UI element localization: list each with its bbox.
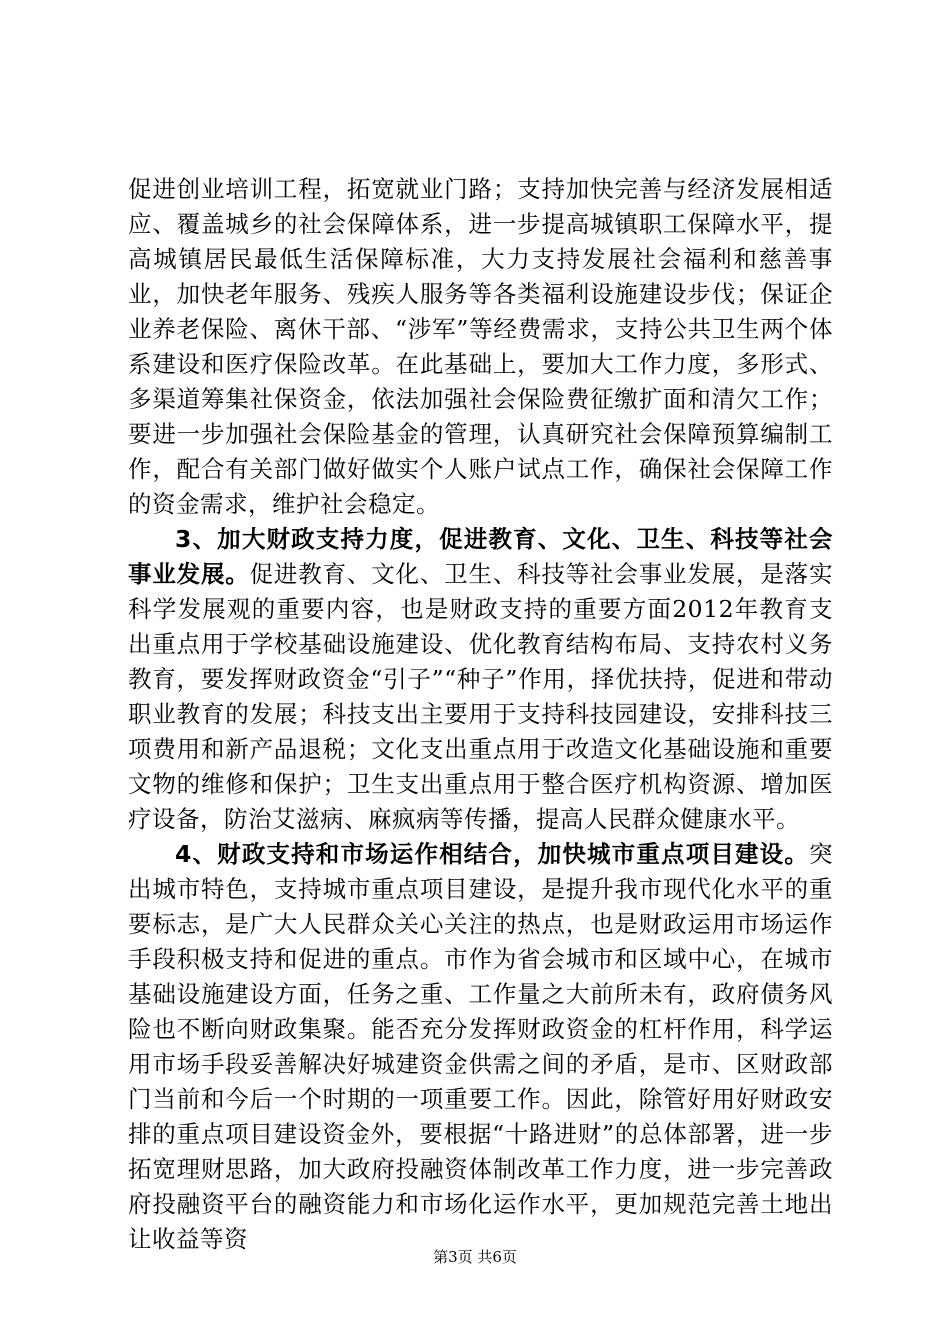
page-footer [0, 1247, 950, 1267]
paragraph-body: 促进教育、文化、卫生、科技等社会事业发展，是落实科学发展观的重要内容，也是财政支持的重要方面2012年教育支出重点用于学校基础设施建设、优化教育结构布局、支持农村义务教育，要发挥财政资金“引子”“种子”作用，择优扶持，促进和带动职业教育的发展；科技支出主要用于支持科技园建设，安排科技三项费用和新产品退税；文化支出重点用于改造文化基础设施和重要文物的维修和保护；卫生支出重点用于整合医疗机构资源、增加医疗设备，防治艾滋病、麻疯病等传播，提高人民群众健康水平。 [128, 560, 834, 833]
paragraph-body: 促进创业培训工程，拓宽就业门路；支持加快完善与经济发展相适应、覆盖城乡的社会保障体系，进一步提高城镇职工保障水平，提高城镇居民最低生活保障标准，大力支持发展社会福利和慈善事业，加快老年服务、残疾人服务等各类福利设施建设步伐；保证企业养老保险、离休干部、“涉军”等经费需求，支持公共卫生两个体系建设和医疗保险改革。在此基础上，要加大工作力度，多形式、多渠道筹集社保资金，依法加强社会保险费征缴扩面和清欠工作；要进一步加强社会保险基金的管理，认真研究社会保障预算编制工作，配合有关部门做好做实个人账户试点工作，确保社会保障工作的资金需求，维护社会稳定。 [128, 175, 833, 518]
paragraph-social-security [128, 172, 833, 522]
page-number: 第3页 共6页 [433, 1248, 517, 1266]
document-body [128, 172, 833, 1257]
paragraph-social-development [128, 522, 833, 837]
section-heading-3: 3、加大财政支持力度，促进教育、文化、卫生、科技等社会事业发展。 [128, 525, 833, 588]
paragraph-city-projects [128, 837, 833, 1257]
section-heading-4: 4、财政支持和市场运作相结合，加快城市重点项目建设。 [175, 840, 809, 868]
paragraph-body: 突出城市特色，支持城市重点项目建设，是提升我市现代化水平的重要标志，是广大人民群众关心关注的热点，也是财政运用市场运作手段积极支持和促进的重点。市作为省会城市和区域中心，在城市基础设施建设方面，任务之重、工作量之大前所未有，政府债务风险也不断向财政集聚。能否充分发挥财政资金的杠杆作用，科学运用市场手段妥善解决好城建资金供需之间的矛盾，是市、区财政部门当前和今后一个时期的一项重要工作。因此，除管好用好财政安排的重点项目建设资金外，要根据“十路进财”的总体部署，进一步拓宽理财思路，加大政府投融资体制改革工作力度，进一步完善政府投融资平台的融资能力和市场化运作水平，更加规范完善土地出让收益等资 [128, 840, 833, 1253]
